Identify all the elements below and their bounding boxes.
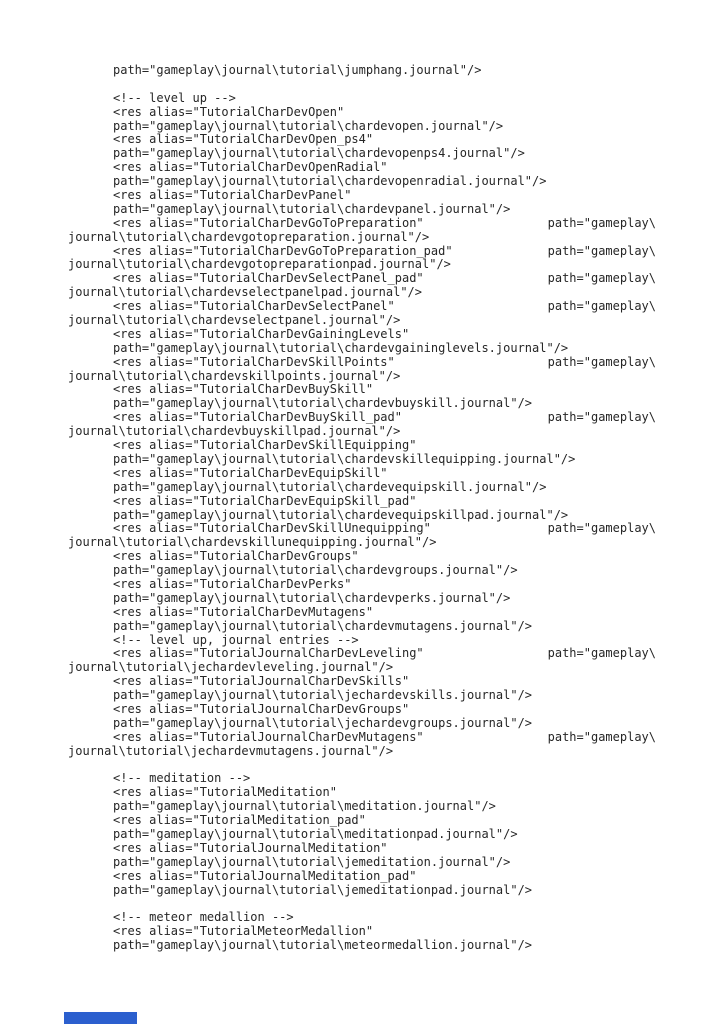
code-line: path="gameplay\journal\tutorial\chardevmutagens.journal"/> [113,618,533,633]
code-line: path="gameplay\journal\tutorial\jemeditationpad.journal"/> [113,882,533,897]
code-line: path="gameplay\journal\tutorial\chardevopenps4.journal"/> [113,146,525,161]
code-line-right: path="gameplay\ [547,410,656,425]
code-line: <res alias="TutorialCharDevOpenRadial" [113,160,388,175]
code-line: path="gameplay\journal\tutorial\chardevopenradial.journal"/> [113,174,547,189]
code-line-left: <res alias="TutorialCharDevSkillPoints" [113,354,395,369]
code-line: <res alias="TutorialCharDevBuySkill" [113,382,374,397]
code-line-right: path="gameplay\ [547,243,656,258]
code-line-left: <res alias="TutorialCharDevGoToPreparation" [113,215,424,230]
code-line: path="gameplay\journal\tutorial\chardevperks.journal"/> [113,590,511,605]
code-line-left: <res alias="TutorialCharDevGoToPreparation_pad" [113,243,453,258]
code-line: journal\tutorial\chardevbuyskillpad.journal"/> [68,424,401,439]
code-line-right: path="gameplay\ [547,729,656,744]
taskbar-button-fragment[interactable] [64,1012,137,1024]
code-line-right: path="gameplay\ [547,271,656,286]
code-line: path="gameplay\journal\tutorial\jechardevgroups.journal"/> [113,715,533,730]
code-line-left: <res alias="TutorialJournalCharDevMutagens" [113,729,424,744]
code-line: <res alias="TutorialMeteorMedallion" [113,924,374,939]
code-line-left: <res alias="TutorialCharDevBuySkill_pad" [113,410,402,425]
code-line-right: path="gameplay\ [547,354,656,369]
code-line [68,731,656,745]
code-line: journal\tutorial\chardevskillunequipping.journal"/> [68,535,437,550]
code-line [68,522,656,536]
code-line-left: <res alias="TutorialCharDevSelectPanel" [113,299,395,314]
code-line: path="gameplay\journal\tutorial\chardevopen.journal"/> [113,118,504,133]
code-line: <res alias="TutorialJournalMeditation_pad" [113,868,417,883]
code-line: path="gameplay\journal\tutorial\meditationpad.journal"/> [113,826,518,841]
code-line: journal\tutorial\chardevgotopreparation.journal"/> [68,229,430,244]
blank-line [68,759,656,773]
code-line-left: <res alias="TutorialCharDevSkillUnequipping" [113,521,431,536]
code-line: <res alias="TutorialCharDevPanel" [113,188,352,203]
code-line-right: path="gameplay\ [547,521,656,536]
code-line: journal\tutorial\jechardevleveling.journal"/> [68,660,394,675]
code-line [68,411,656,425]
code-line: <res alias="TutorialCharDevSkillEquipping" [113,438,417,453]
code-line [68,300,656,314]
document-text [68,64,656,953]
code-line-left: <res alias="TutorialCharDevSelectPanel_pad" [113,271,424,286]
code-line: path="gameplay\journal\tutorial\chardevequipskill.journal"/> [113,479,547,494]
code-line: <!-- level up --> [113,90,236,105]
code-line: journal\tutorial\jechardevmutagens.journal"/> [68,743,394,758]
code-line: <res alias="TutorialCharDevGroups" [113,549,359,564]
blank-line [68,78,656,92]
code-line: <res alias="TutorialCharDevOpen_ps4" [113,132,374,147]
code-line: <res alias="TutorialMeditation" [113,785,337,800]
code-line: <res alias="TutorialCharDevEquipSkill" [113,465,388,480]
code-line: path="gameplay\journal\tutorial\jechardevskills.journal"/> [113,688,533,703]
code-line: <res alias="TutorialMeditation_pad" [113,813,366,828]
code-line: journal\tutorial\chardevselectpanelpad.journal"/> [68,285,423,300]
code-line: path="gameplay\journal\tutorial\chardevpanel.journal"/> [113,201,511,216]
code-line: <res alias="TutorialCharDevMutagens" [113,604,374,619]
code-line [68,356,656,370]
code-line: path="gameplay\journal\tutorial\chardevskillequipping.journal"/> [113,451,576,466]
code-line: path="gameplay\journal\tutorial\chardevbuyskill.journal"/> [113,396,533,411]
code-line: <res alias="TutorialCharDevOpen" [113,104,345,119]
code-line: <res alias="TutorialJournalMeditation" [113,840,388,855]
code-line: <res alias="TutorialCharDevPerks" [113,576,352,591]
code-line [68,217,656,231]
code-line: path="gameplay\journal\tutorial\jemeditation.journal"/> [113,854,511,869]
code-line-right: path="gameplay\ [547,299,656,314]
code-line: <res alias="TutorialJournalCharDevSkills" [113,674,410,689]
code-line: path="gameplay\journal\tutorial\chardevequipskillpad.journal"/> [113,507,569,522]
blank-line [68,897,656,911]
code-line-right: path="gameplay\ [547,215,656,230]
code-line: path="gameplay\journal\tutorial\jumphang.journal"/> [113,63,482,77]
code-line: journal\tutorial\chardevgotopreparationpad.journal"/> [68,257,451,272]
code-line [68,245,656,259]
code-line: <res alias="TutorialCharDevGainingLevels" [113,326,410,341]
code-line: <!-- meditation --> [113,771,251,786]
code-line: path="gameplay\journal\tutorial\meditation.journal"/> [113,799,496,814]
code-line [68,647,656,661]
code-line: path="gameplay\journal\tutorial\chardevgroups.journal"/> [113,563,518,578]
code-line [68,272,656,286]
document-page [68,64,656,953]
code-line: path="gameplay\journal\tutorial\meteormedallion.journal"/> [113,938,533,953]
code-line: <res alias="TutorialJournalCharDevGroups" [113,701,410,716]
code-line: journal\tutorial\chardevselectpanel.journal"/> [68,313,401,328]
code-line-left: <res alias="TutorialJournalCharDevLeveling" [113,646,424,661]
code-line-right: path="gameplay\ [547,646,656,661]
code-line: <res alias="TutorialCharDevEquipSkill_pad" [113,493,417,508]
code-line: path="gameplay\journal\tutorial\chardevgaininglevels.journal"/> [113,340,569,355]
code-line: <!-- meteor medallion --> [113,910,294,925]
code-line: journal\tutorial\chardevskillpoints.journal"/> [68,368,401,383]
code-line: <!-- level up, journal entries --> [113,632,359,647]
